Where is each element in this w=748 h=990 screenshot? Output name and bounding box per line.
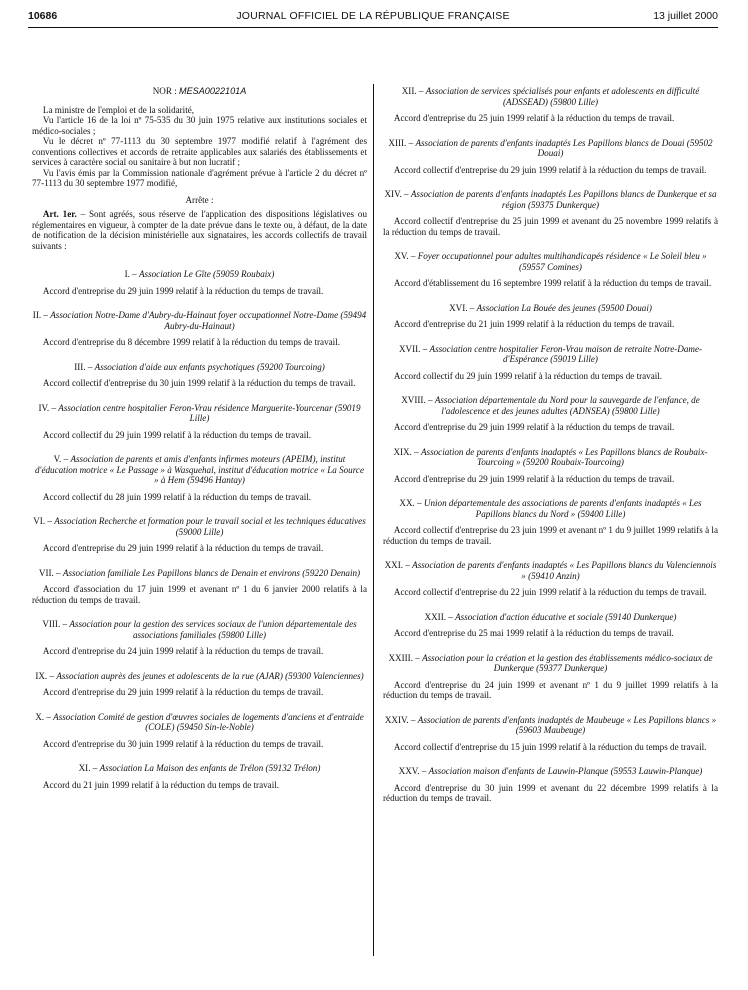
entry-body: Accord collectif d'entreprise du 15 juin 1999 relatif à la réduction du temps de travail.: [393, 741, 707, 752]
entry-body: Accord d'entreprise du 30 juin 1999 et avenant du 22 décembre 1999 relatifs à la réduction du temps de travail.: [383, 782, 718, 803]
entry-number: XVII. –: [398, 343, 428, 354]
entry-title: [383, 138, 718, 159]
entry-association-name: Association de parents d'enfants inadaptés « Les Papillons blancs du Valenciennois » (59410 Anzin): [412, 560, 717, 581]
left-entries-list: [32, 269, 367, 790]
entry-body: Accord d'entreprise du 25 juin 1999 relatif à la réduction du temps de travail.: [393, 113, 675, 123]
entry-number: XII. –: [401, 86, 424, 96]
entry-body: Accord d'entreprise du 29 juin 1999 relatif à la réduction du temps de travail.: [393, 473, 675, 484]
entry-title: [383, 251, 718, 272]
entry-association-name: Association centre hospitalier Feron-Vrau maison de retraite Notre-Dame-d'Espérance (59019 Lille): [429, 343, 703, 364]
entry-body: Accord d'entreprise du 21 juin 1999 relatif à la réduction du temps de travail.: [393, 319, 675, 329]
entry-association-name: Association pour la création et la gestion des établissements médico-sociaux de Dunkerque (59377 Dunkerque): [422, 652, 713, 673]
agreement-entry: [32, 516, 367, 554]
agreement-entry: [383, 251, 718, 289]
entry-number: I. –: [124, 269, 137, 279]
nor-label: NOR :: [152, 86, 177, 96]
entry-association-name: Association de parents d'enfants inadaptés « Les Papillons blancs de Roubaix-Tourcoing » (59200 Roubaix-Tourcoing): [421, 446, 708, 467]
entry-association-name: Association départementale du Nord pour la sauvegarde de l'enfance, de l'adolescence et des jeunes adultes (ADNSEA) (59800 Lille): [434, 395, 700, 416]
entry-number: VI. –: [33, 516, 52, 526]
entry-body: Accord collectif d'entreprise du 23 juin 1999 et avenant nº 1 du 9 juillet 1999 relatifs à la réduction du temps de travail.: [383, 525, 718, 546]
entry-number: XV. –: [394, 251, 416, 261]
entry-association-name: Association de services spécialisés pour enfants et adolescents en difficulté (ADSSEAD) (59800 Lille): [425, 86, 700, 107]
entry-title: [383, 560, 718, 581]
entry-number: IV. –: [38, 402, 56, 413]
entry-number: XX. –: [399, 498, 422, 508]
entry-number: V. –: [53, 454, 69, 464]
article-label: Art. 1er.: [42, 209, 77, 219]
entry-association-name: Association d'action éducative et sociale (59140 Dunkerque): [455, 611, 677, 622]
entry-title: [383, 189, 718, 210]
entry-association-name: Association La Maison des enfants de Trélon (59132 Trélon): [99, 763, 321, 773]
entry-body: Accord collectif d'entreprise du 22 juin 1999 relatif à la réduction du temps de travail.: [393, 587, 707, 597]
entry-number: IX. –: [35, 670, 55, 681]
agreement-entry: [32, 763, 367, 790]
entry-title: [383, 653, 718, 674]
agreement-entry: [383, 189, 718, 237]
entry-number: XVIII. –: [401, 395, 433, 405]
entry-title: [32, 671, 367, 682]
entry-number: XXI. –: [384, 560, 410, 570]
entry-number: XVI. –: [449, 302, 475, 313]
entry-title: [32, 269, 367, 280]
nor-code: MESA0022101A: [179, 86, 247, 96]
entry-association-name: Association centre hospitalier Feron-Vrau résidence Marguerite-Yourcenar (59019 Lille): [58, 402, 361, 423]
preamble-paragraph: Vu le décret nº 77-1113 du 30 septembre 1977 modifié relatif à l'agrément des conventions collectives et accords de retraite applicables aux salariés des établissements et services à caractère social ou sanitaire à but non lucratif ;: [32, 136, 367, 167]
entry-body: Accord d'entreprise du 24 juin 1999 et avenant nº 1 du 9 juillet 1999 relatifs à la réduction du temps de travail.: [383, 679, 718, 700]
entry-association-name: Association de parents d'enfants inadaptés Les Papillons blancs de Dunkerque et sa région (59375 Dunkerque): [410, 189, 717, 210]
agreement-entry: [32, 671, 367, 698]
entry-title: [32, 454, 367, 486]
agreement-entry: [383, 612, 718, 639]
entry-body: Accord collectif du 29 juin 1999 relatif à la réduction du temps de travail.: [42, 429, 312, 440]
issue-date: 13 juillet 2000: [653, 10, 718, 22]
entry-association-name: Union départementale des associations de parents d'enfants inadaptés « Les Papillons blancs du Nord » (59400 Lille): [423, 498, 702, 519]
entry-association-name: Association auprès des jeunes et adolescents de la rue (AJAR) (59300 Valenciennes): [56, 670, 364, 681]
entry-number: II. –: [32, 310, 48, 320]
entry-body: Accord collectif du 29 juin 1999 relatif à la réduction du temps de travail.: [393, 370, 663, 381]
agreement-entry: [383, 344, 718, 382]
entry-association-name: Association familiale Les Papillons blancs de Denain et environs (59220 Denain): [62, 567, 361, 578]
entry-body: Accord d'entreprise du 24 juin 1999 relatif à la réduction du temps de travail.: [42, 646, 324, 656]
entry-body: Accord d'entreprise du 8 décembre 1999 relatif à la réduction du temps de travail.: [42, 337, 340, 347]
entry-association-name: Association La Bouée des jeunes (59500 Douai): [476, 302, 652, 313]
page-header: [28, 10, 718, 24]
article-text: – Sont agréés, sous réserve de l'application des dispositions législatives ou réglementaires en vigueur, à compter de la date prévue dans le texte ou, à défaut, de la date de notification de la décision ministérielle aux signataires, les accords collectifs de travail suivants :: [32, 209, 367, 251]
entry-association-name: Association pour la gestion des services sociaux de l'union départementale des associations familiales (59800 Lille): [69, 619, 357, 640]
entry-number: XXIV. –: [384, 714, 416, 725]
right-entries-list: [383, 86, 718, 804]
entry-body: Accord d'entreprise du 29 juin 1999 relatif à la réduction du temps de travail.: [42, 543, 324, 553]
entry-body: Accord d'établissement du 16 septembre 1999 relatif à la réduction du temps de travail.: [393, 278, 712, 288]
entry-title: [32, 568, 367, 579]
entry-body: Accord d'entreprise du 29 juin 1999 relatif à la réduction du temps de travail.: [42, 687, 324, 697]
arrete-heading: Arrête :: [185, 194, 214, 205]
entry-number: XXV. –: [398, 766, 427, 776]
entry-body: Accord du 21 juin 1999 relatif à la réduction du temps de travail.: [42, 779, 280, 790]
entry-title: [32, 619, 367, 640]
agreement-entry: [32, 403, 367, 441]
agreement-entry: [383, 560, 718, 598]
entry-number: XI. –: [78, 763, 98, 773]
agreement-entry: [32, 619, 367, 657]
nor-reference: [32, 86, 367, 97]
agreement-entry: [32, 454, 367, 502]
entry-association-name: Association de parents d'enfants inadaptés de Maubeuge « Les Papillons blancs » (59603 Maubeuge): [417, 714, 717, 735]
entry-body: Accord collectif d'entreprise du 29 juin 1999 relatif à la réduction du temps de travail.: [393, 164, 707, 175]
entry-title: [32, 763, 367, 774]
entry-body: Accord collectif d'entreprise du 30 juin 1999 relatif à la réduction du temps de travail.: [42, 378, 356, 388]
entry-association-name: Association maison d'enfants de Lauwin-Planque (59553 Lauwin-Planque): [428, 766, 703, 776]
entry-body: Accord collectif du 28 juin 1999 relatif à la réduction du temps de travail.: [42, 491, 312, 502]
agreement-entry: [32, 568, 367, 606]
entry-number: XXIII. –: [388, 652, 420, 663]
left-column: [32, 86, 367, 790]
article-1: [32, 209, 367, 251]
agreement-entry: [383, 395, 718, 433]
preamble-paragraph: La ministre de l'emploi et de la solidarité,: [42, 104, 195, 115]
agreement-entry: [383, 447, 718, 485]
entry-title: [32, 310, 367, 331]
entry-title: [383, 498, 718, 519]
entry-title: [383, 86, 718, 107]
agreement-entry: [383, 498, 718, 546]
entry-association-name: Association Recherche et formation pour le travail social et les techniques éducatives (59000 Lille): [54, 516, 366, 537]
column-divider: [373, 84, 374, 956]
entry-number: VII. –: [38, 567, 61, 578]
entry-body: Accord d'entreprise du 30 juin 1999 relatif à la réduction du temps de travail.: [42, 738, 324, 749]
agreement-entry: [383, 766, 718, 804]
agreement-entry: [32, 269, 367, 296]
entry-title: [32, 362, 367, 373]
agreement-entry: [383, 715, 718, 753]
header-rule: [28, 27, 718, 28]
entry-title: [32, 712, 367, 733]
entry-number: III. –: [74, 361, 93, 372]
right-column: [383, 86, 718, 804]
entry-title: [383, 766, 718, 777]
entry-association-name: Foyer occupationnel pour adultes multihandicapés résidence « Le Soleil bleu » (59557 Comines): [417, 251, 707, 272]
entry-body: Accord collectif d'entreprise du 25 juin 1999 et avenant du 25 novembre 1999 relatifs à la réduction du temps de travail.: [383, 216, 718, 237]
page-number: 10686: [28, 10, 58, 22]
agreement-entry: [383, 86, 718, 124]
entry-number: VIII. –: [42, 619, 68, 629]
entry-association-name: Association de parents d'enfants inadaptés Les Papillons blancs de Douai (59502 Douai): [415, 137, 713, 158]
agreement-entry: [383, 653, 718, 701]
entry-body: Accord d'entreprise du 29 juin 1999 relatif à la réduction du temps de travail.: [42, 285, 324, 296]
entry-title: [383, 303, 718, 314]
entry-number: XIX. –: [393, 446, 419, 457]
entry-number: XIV. –: [384, 189, 409, 199]
agreement-entry: [32, 310, 367, 348]
agreement-entry: [383, 303, 718, 330]
entry-title: [383, 447, 718, 468]
entry-title: [383, 612, 718, 623]
entry-association-name: Association Notre-Dame d'Aubry-du-Hainaut foyer occupationnel Notre-Dame (59494 Aubry-du-Hainaut): [50, 310, 367, 331]
entry-body: Accord d'entreprise du 29 juin 1999 relatif à la réduction du temps de travail.: [393, 422, 675, 432]
entry-body: Accord d'entreprise du 25 mai 1999 relatif à la réduction du temps de travail.: [393, 628, 674, 638]
entry-association-name: Association de parents et amis d'enfants infirmes moteurs (APEIM), institut d'éducation motrice « Le Passage » à Wasquehal, institut d'éducation motrice « La Source » à Hem (59496 Hantay): [34, 454, 365, 485]
journal-title: JOURNAL OFFICIEL DE LA RÉPUBLIQUE FRANÇAISE: [236, 10, 510, 22]
entry-title: [32, 516, 367, 537]
entry-title: [32, 403, 367, 424]
entry-association-name: Association Le Gîte (59059 Roubaix): [139, 269, 275, 279]
entry-number: X. –: [35, 711, 51, 722]
entry-body: Accord d'association du 17 juin 1999 et avenant nº 1 du 6 janvier 2000 relatifs à la réduction du temps de travail.: [32, 584, 367, 605]
agreement-entry: [32, 362, 367, 389]
agreement-entry: [32, 712, 367, 750]
entry-title: [383, 344, 718, 365]
preamble-paragraph: Vu l'avis émis par la Commission nationale d'agrément prévue à l'article 2 du décret nº 77-1113 du 30 septembre 1977 modifié,: [32, 167, 367, 188]
preamble-paragraph: Vu l'article 16 de la loi nº 75-535 du 30 juin 1975 relative aux institutions sociales et médico-sociales ;: [32, 115, 367, 136]
entry-association-name: Association Comité de gestion d'œuvres sociales de logements d'anciens et d'entraide (COLE) (59450 Sin-le-Noble): [53, 711, 364, 732]
entry-title: [383, 395, 718, 416]
agreement-entry: [383, 138, 718, 176]
entry-association-name: Association d'aide aux enfants psychotiques (59200 Tourcoing): [94, 361, 325, 372]
entry-title: [383, 715, 718, 736]
entry-number: XIII. –: [388, 137, 414, 148]
entry-number: XXII. –: [424, 611, 453, 622]
